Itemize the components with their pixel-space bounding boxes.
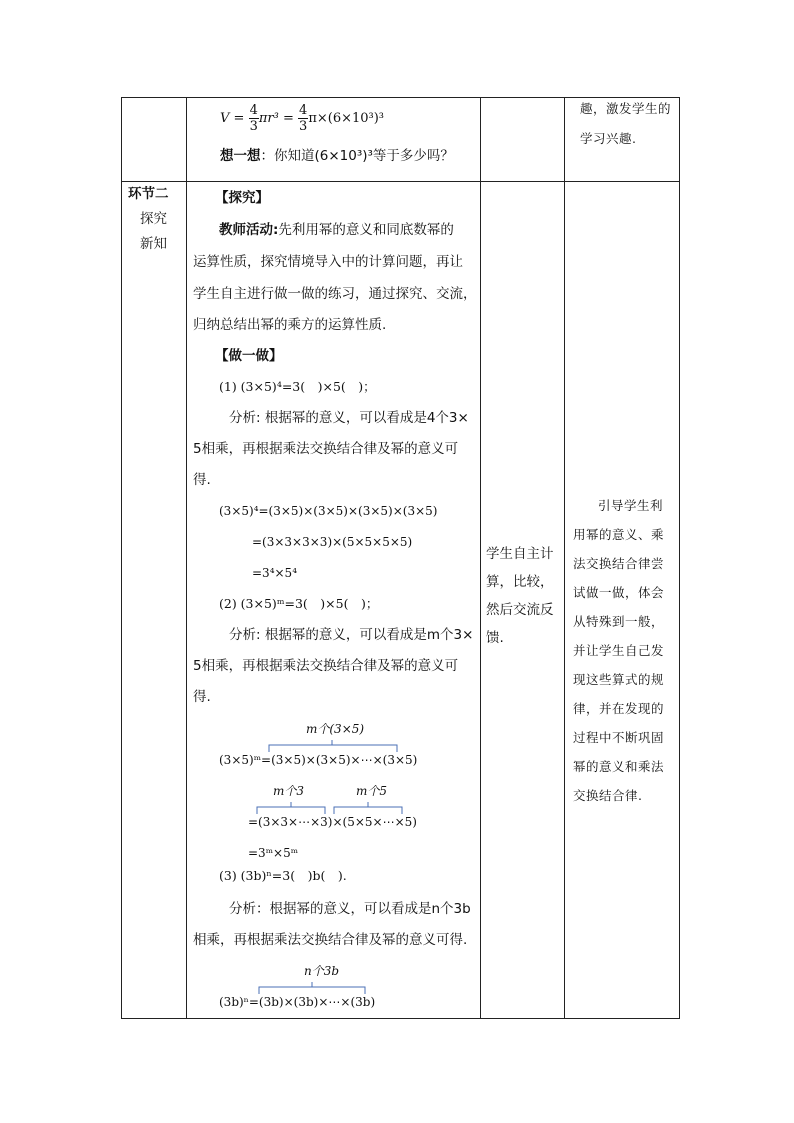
- analysis-1-line1: 分析: 根据幂的意义，可以看成是4个3×: [229, 410, 469, 426]
- table-border-top: [121, 97, 680, 98]
- table-border-bottom: [121, 1018, 680, 1019]
- formula-fraction-2: $\frac{4}{3}$: [299, 103, 308, 134]
- intent-line11: 交换结合律.: [573, 788, 643, 803]
- analysis-3-line1: 分析：根据幂的意义，可以看成是n个3b: [229, 901, 471, 917]
- volume-formula: [220, 103, 384, 134]
- question-1: (1) (3×5)⁴=3( )×5( )；: [219, 379, 376, 394]
- analysis-1-line2: 5相乘，再根据乘法交换结合律及幂的意义可: [193, 441, 459, 457]
- formula-pi-r3: πr³: [258, 111, 279, 126]
- brace-label-m-35: m个(3×5): [306, 722, 365, 736]
- question-3: (3) (3b)ⁿ=3( )b( ).: [219, 868, 347, 883]
- section-title: 环节二: [128, 186, 169, 202]
- think-question: 想一想：你知道(6×10³)³等于多少吗？: [220, 148, 454, 164]
- table-row-divider: [121, 181, 680, 182]
- table-border-left: [121, 97, 122, 1019]
- formula-eq2: =: [282, 111, 294, 126]
- teacher-activity-line3: 学生自主进行做一做的练习，通过探究、交流，: [193, 286, 477, 302]
- intent-line5: 从特殊到一般，: [573, 614, 665, 629]
- intent-line3: 法交换结合律尝: [573, 556, 665, 571]
- explore-header: 【探究】: [215, 190, 269, 206]
- student-activity-line2: 算，比较，: [486, 574, 554, 590]
- student-activity-line1: 学生自主计: [486, 546, 554, 562]
- note-r1-line2: 学习兴趣.: [580, 131, 637, 146]
- analysis-2-line3: 得.: [193, 689, 211, 705]
- intent-line8: 律，并在发现的: [573, 701, 665, 716]
- intent-line6: 并让学生自己发: [573, 643, 665, 658]
- brace-m-35: [268, 739, 398, 753]
- brace-m-3: [256, 801, 326, 815]
- intent-line10: 幂的意义和乘法: [573, 759, 665, 774]
- intent-line9: 过程中不断巩固: [573, 730, 665, 745]
- calc-1-line1: (3×5)⁴=(3×5)×(3×5)×(3×5)×(3×5): [219, 504, 438, 518]
- analysis-3-line2: 相乘，再根据乘法交换结合律及幂的意义可得.: [193, 932, 468, 948]
- calc-1-line3: =3⁴×5⁴: [252, 566, 297, 580]
- section-subtitle-2: 新知: [140, 236, 167, 252]
- analysis-1-line3: 得.: [193, 472, 211, 488]
- teacher-activity-line1: 教师活动:先利用幂的意义和同底数幂的: [219, 222, 454, 238]
- formula-lhs: V: [220, 111, 230, 126]
- formula-eq: =: [233, 111, 245, 126]
- table-col-divider-1: [186, 97, 187, 1019]
- note-r1-line1: 趣，激发学生的: [580, 101, 672, 116]
- question-2: (2) (3×5)ᵐ=3( )×5( )；: [219, 596, 379, 611]
- table-border-right: [679, 97, 680, 1019]
- calc-1-line2: =(3×3×3×3)×(5×5×5×5): [252, 535, 413, 549]
- intent-line4: 试做一做，体会: [573, 585, 665, 600]
- calc-2-line2: =(3×3×⋯×3)×(5×5×⋯×5): [248, 815, 417, 829]
- intent-line7: 现这些算式的规: [573, 672, 665, 687]
- teacher-activity-line2: 运算性质，探究情境导入中的计算问题，再让: [193, 254, 463, 270]
- brace-label-m-5: m个5: [356, 784, 388, 798]
- intent-line2: 用幂的意义、乘: [573, 527, 665, 542]
- table-col-divider-2: [480, 97, 481, 1019]
- brace-label-n-3b: n个3b: [304, 964, 340, 978]
- formula-tail: π×(6×10³)³: [308, 111, 385, 126]
- brace-label-m-3: m个3: [273, 784, 305, 798]
- student-activity-line3: 然后交流反: [486, 602, 554, 618]
- intent-line1: 引导学生利: [598, 498, 664, 513]
- formula-fraction-1: $\frac{4}{3}$: [249, 103, 258, 134]
- brace-n-3b: [258, 981, 366, 995]
- doit-header: 【做一做】: [215, 348, 283, 364]
- calc-3-line1: (3b)ⁿ=(3b)×(3b)×⋯×(3b): [219, 995, 376, 1009]
- brace-m-5: [333, 801, 403, 815]
- calc-2-line3: =3ᵐ×5ᵐ: [248, 846, 299, 860]
- analysis-2-line2: 5相乘，再根据乘法交换结合律及幂的意义可: [193, 658, 459, 674]
- table-col-divider-3: [564, 97, 565, 1019]
- analysis-2-line1: 分析: 根据幂的意义，可以看成是m个3×: [229, 627, 474, 643]
- section-subtitle-1: 探究: [140, 211, 167, 227]
- student-activity-line4: 馈.: [486, 630, 504, 646]
- calc-2-line1: (3×5)ᵐ=(3×5)×(3×5)×⋯×(3×5): [219, 753, 418, 767]
- teacher-activity-line4: 归纳总结出幂的乘方的运算性质.: [193, 317, 387, 333]
